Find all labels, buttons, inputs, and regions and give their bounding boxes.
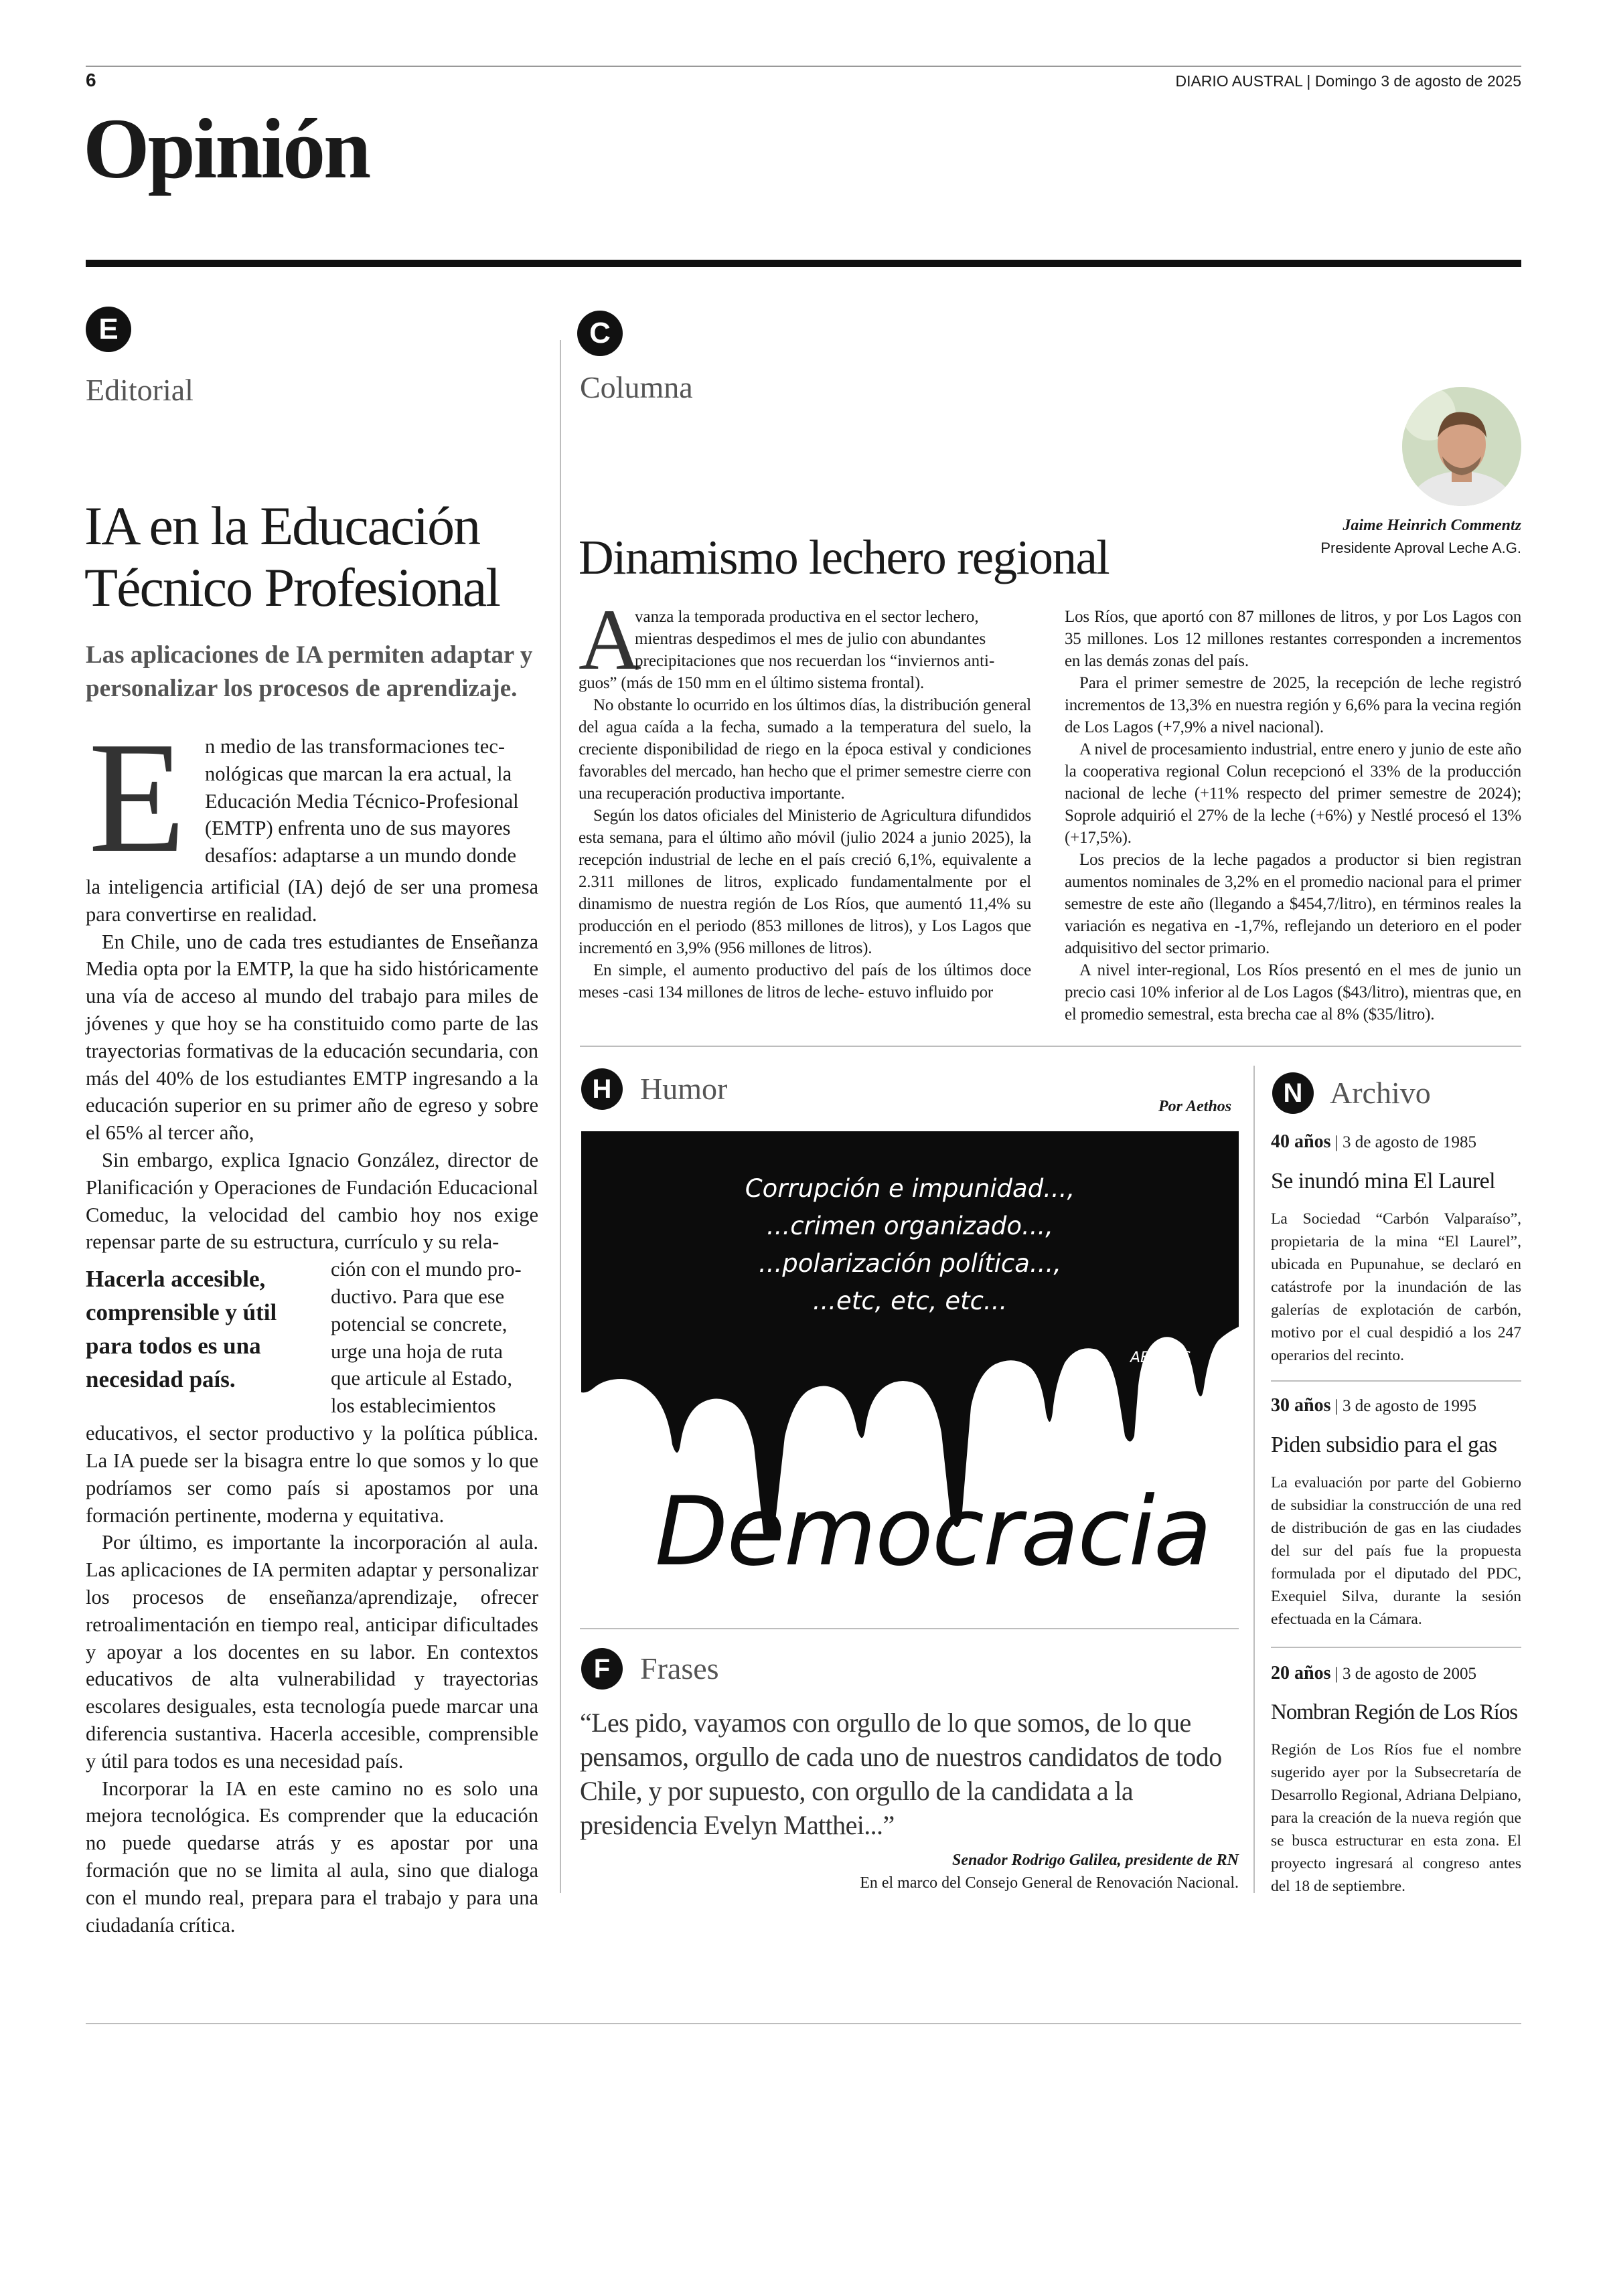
editorial-p1-line: (EMTP) enfrenta uno de sus mayores (205, 817, 511, 840)
editorial-p1-line: n medio de las transformaciones tec- (205, 735, 506, 758)
frases-quote: “Les pido, vayamos con orgullo de lo que somos, de lo que pensamos, orgullo de cada uno de nuestros candidatos de todo Chile, y por supuesto, con orgullo de la candidata a la presidencia Evelyn Matthei...” (580, 1708, 1222, 1840)
archivo-rule (1271, 1380, 1521, 1382)
archivo-date: 3 de agosto de 1995 (1342, 1397, 1476, 1415)
frases-badge: F (581, 1648, 623, 1690)
column-p7: A nivel de procesamiento industrial, entre enero y junio de este año la cooperativa regional Colun recepcionó el 33% de la producción nacional de leche (+11% respecto del primer semestre de 2024); Soprole adquirió el 27% de la leche (+6%) y Nestlé procesó el 13% (+17,5%). (1065, 740, 1521, 847)
column-p2: No obstante lo ocurrido en los últimos días, la distribución general del agua caída a la fecha, sumado a la temperatura del suelo, la creciente disponibilidad de riego en la época estival y condiciones favorables del mercado, han hecho que el primer semestre cierre con una recuperación productiva importante. (579, 696, 1031, 803)
archivo-years: 30 años (1271, 1395, 1331, 1416)
column-label: Columna (580, 370, 693, 404)
frases-context: En el marco del Consejo General de Renovación Nacional. (860, 1874, 1239, 1892)
editorial-p2: En Chile, uno de cada tres estudiantes de Enseñanza Media opta por la EMTP, la que ha sido históricamente una vía de acceso al mundo del trabajo para miles de jóvenes y que hoy se ha constituido como parte de las trayectorias formativas de la educación secundaria, con más del 40% de los estudiantes EMTP ingresando a la educación superior en su primer año de egreso y sobre el 65% al tercer año, (86, 930, 538, 1145)
editorial-p3-side-line: urge una hoja de ruta (331, 1339, 503, 1363)
editorial-p1-line: desafíos: adaptarse a un mundo donde (205, 844, 516, 868)
archivo-date: 3 de agosto de 1985 (1342, 1133, 1476, 1151)
column-p4: En simple, el aumento productivo del país de los últimos doce meses -casi 134 millones de litros de leche- estuvo influido por (579, 961, 1031, 1001)
editorial-label: Editorial (86, 373, 194, 407)
cartoon-word: Democracia (655, 1477, 1211, 1587)
column-body-col1 (579, 592, 1031, 1003)
archivo-years: 20 años (1271, 1663, 1331, 1684)
archivo-date: 3 de agosto de 2005 (1342, 1665, 1476, 1683)
column-p3: Según los datos oficiales del Ministerio de Agricultura difundidos esta semana, para el último año móvil (julio 2024 a junio 2025), la recepción industrial de leche en el país creció 6,1%, equivalente a 2.311 millones de litros, explicado fundamentalmente por el dinamismo de nuestra región de Los Ríos, que aumentó 11,4% su producción en el periodo (853 millones de litros), y Los Lagos que incrementó en 3,9% (956 millones de litros). (579, 807, 1031, 957)
archivo-body: La evaluación por parte del Gobierno de subsidiar la construcción de una red de distribución de gas en las ciudades del sur del país fue la propuesta formulada por el diputado del PDC, Exequiel Silva, durante la sesión efectuada en la Cámara. (1271, 1474, 1521, 1628)
column-p1-line: mientras despedimos el mes de julio con abundantes (635, 630, 986, 648)
cartoon-text-line: ...etc, etc, etc... (812, 1287, 1008, 1315)
humor-cartoon (581, 1131, 1239, 1586)
editorial-badge: E (86, 307, 131, 352)
archivo-years: 40 años (1271, 1131, 1331, 1152)
editorial-headline (84, 495, 553, 619)
archivo-headline: Piden subsidio para el gas (1271, 1432, 1497, 1457)
column-divider (560, 340, 561, 1893)
editorial-title-line-1: IA en la Educación (84, 495, 480, 556)
cartoon-text-line: ...polarización política..., (759, 1249, 1061, 1278)
editorial-p3-start: Sin embargo, explica Ignacio González, director de Planificación y Operaciones de Fundación Educacional Comeduc, la velocidad del cambio hoy nos exige repensar parte de su estructura, currículo y su rela- (86, 1148, 538, 1254)
archivo-body: La Sociedad “Carbón Valparaíso”, propietaria de la mina “El Laurel”, ubicada en Pupunahue, se declaró en catástrofe por la inundación de las galerías de explotación de carbón, motivo por el cual despidió a los 247 operarios del recinto. (1271, 1210, 1521, 1364)
column-p5: Los Ríos, que aportó con 87 millones de litros, y por Los Lagos con 35 millones. Los 12 millones restantes corresponden a incrementos en las demás zonas del país. (1065, 608, 1521, 670)
archivo-label: Archivo (1330, 1076, 1431, 1110)
section-heavy-rule (86, 260, 1521, 267)
column-author-role: Presidente Aproval Leche A.G. (1320, 540, 1521, 556)
column-headline: Dinamismo lechero regional (579, 530, 1109, 584)
column-bottom-rule (580, 1046, 1521, 1047)
column-badge: C (577, 311, 623, 356)
editorial-title-line-2: Técnico Profesional (84, 557, 500, 618)
editorial-p4: Por último, es importante la incorporación al aula. Las aplicaciones de IA permiten adaptar y personalizar los procesos de enseñanza/aprendizaje, ofrecer retroalimentación en tiempo real, anticipar dificultades y apoyar a los docentes en su labor. En contextos educativos de alta vulnerabilidad y trayectorias escolares desiguales, esta tecnología puede marcar una diferencia sustantiva. Hacerla accesible, comprensible y útil para todos es una necesidad país. (86, 1531, 538, 1773)
cartoon-text-line: ...crimen organizado..., (766, 1212, 1054, 1240)
humor-label: Humor (640, 1072, 728, 1106)
column-p6: Para el primer semestre de 2025, la recepción de leche registró incrementos de 13,3% en nuestra región y 6,6% para la vecina región de Los Lagos (+7,9% a nivel nacional). (1065, 674, 1521, 736)
archivo-item: 30 años | 3 de agosto de 1995 Piden subsidio para el gas La evaluación por parte del Gobierno de subsidiar la construcción de una red de distribución de gas en las ciudades del sur del país fue la propuesta formulada por el diputado del PDC, Exequiel Silva, durante la sesión efectuada en la Cámara. (1271, 1395, 1521, 1631)
humor-badge: H (581, 1068, 623, 1110)
archivo-item: 40 años | 3 de agosto de 1985 Se inundó mina El Laurel La Sociedad “Carbón Valparaíso”, propietaria de la mina “El Laurel”, ubicada en Pupunahue, se declaró en catástrofe por la inundación de las galerías de explotación de carbón, motivo por el cual despidió a los 247 operarios del recinto. (1271, 1131, 1521, 1367)
column-body-col2 (1065, 606, 1521, 1026)
editorial-p3-rest: educativos, el sector productivo y la política pública. La IA puede ser la bisagra entre lo que somos y lo que podríamos ser como país si apostamos por una formación pertinente, moderna y equitativa. (86, 1422, 538, 1527)
cartoon-text-line: Corrupción e impunidad..., (745, 1174, 1075, 1203)
editorial-pullquote: Hacerla accesible, comprensible y útil para todos es una necesidad país. (86, 1266, 277, 1393)
cartoon-signature: AETHOS (1130, 1349, 1191, 1366)
humor-bottom-rule (580, 1628, 1239, 1629)
editorial-p3-side-line: que articule al Estado, (331, 1367, 513, 1390)
page-number: 6 (86, 70, 96, 90)
editorial-p3-side-line: ductivo. Para que ese (331, 1285, 505, 1308)
issue-date: Domingo 3 de agosto de 2025 (1314, 72, 1521, 90)
archivo-item: 20 años | 3 de agosto de 2005 Nombran Región de Los Ríos Región de Los Ríos fue el nombre sugerido ayer por la Subsecretaría de Desarrollo Regional, Adriana Delpiano, para la creación de la nueva región que se busca estructurar en esta zona. El proyecto ingresará al congreso antes del 18 de septiembre. (1271, 1663, 1521, 1898)
archivo-rule (1271, 1647, 1521, 1648)
editorial-dropcap: E (88, 710, 186, 886)
frases-label: Frases (640, 1651, 719, 1686)
editorial-p5: Incorporar la IA en este camino no es solo una mejora tecnológica. Es comprender que la educación no puede quedarse atrás y es apostar por una formación que no se limita al aula, sino que dialoga con el mundo real, prepara para el trabajo y para una ciudadanía crítica. (86, 1777, 538, 1937)
column-p8: Los precios de la leche pagados a productor si bien registran aumentos nominales de 3,2% en el promedio nacional para el primer semestre de este año (llegando a $454,7/litro), en términos reales la variación es negativa en -1,7%, reflejando un deterioro en el poder adquisitivo del sector primario. (1065, 851, 1521, 957)
editorial-p1-line: nológicas que marcan la era actual, la (205, 762, 512, 785)
editorial-p3-side-line: ción con el mundo pro- (331, 1258, 522, 1281)
humor-byline: Por Aethos (1158, 1098, 1232, 1115)
column-author: Jaime Heinrich Commentz (1343, 517, 1521, 534)
page-bottom-rule (86, 2023, 1521, 2024)
section-title: Opinión (83, 101, 370, 196)
editorial-lead: Las aplicaciones de IA permiten adaptar y personalizar los procesos de aprendizaje. (86, 641, 533, 702)
header-thin-rule (86, 66, 1521, 67)
author-photo (1402, 387, 1521, 506)
archivo-headline: Se inundó mina El Laurel (1271, 1169, 1495, 1194)
column-p9: A nivel inter-regional, Los Ríos presentó en el mes de junio un precio casi 10% inferior al de Los Lagos ($43/litro), mientras que, en el promedio semestral, esta brecha cae al 8% ($35/litro). (1065, 961, 1521, 1023)
editorial-body (86, 710, 538, 1939)
column-p1-line: vanza la temporada productiva en el sector lechero, (635, 608, 979, 626)
archivo-badge: N (1272, 1072, 1314, 1114)
editorial-p1-line: Educación Media Técnico-Profesional (205, 789, 519, 813)
frases-source: Senador Rodrigo Galilea, presidente de RN (951, 1852, 1239, 1869)
editorial-p3-side-line: potencial se concrete, (331, 1312, 508, 1335)
archivo-body: Región de Los Ríos fue el nombre sugerido ayer por la Subsecretaría de Desarrollo Regional, Adriana Delpiano, para la creación de la nueva región que se busca estructurar en esta zona. El proyecto ingresará al congreso antes del 18 de septiembre. (1271, 1741, 1521, 1895)
masthead-date: DIARIO AUSTRAL | Domingo 3 de agosto de 2025 (1175, 72, 1521, 90)
archivo-divider (1253, 1066, 1255, 1893)
editorial-p1-rest: la inteligencia artificial (IA) dejó de ser una promesa para convertirse en realidad. (86, 876, 538, 926)
column-dropcap: A (579, 592, 641, 688)
newspaper-name: DIARIO AUSTRAL (1175, 72, 1303, 90)
editorial-p3-side-line: los establecimientos (331, 1394, 496, 1418)
archivo-headline: Nombran Región de Los Ríos (1271, 1700, 1518, 1724)
column-p1-rest: guos” (más de 150 mm en el último sistema frontal). (579, 674, 925, 692)
column-p1-line: precipitaciones que nos recuerdan los “inviernos anti- (635, 652, 995, 670)
person-photo-icon (1402, 387, 1521, 506)
